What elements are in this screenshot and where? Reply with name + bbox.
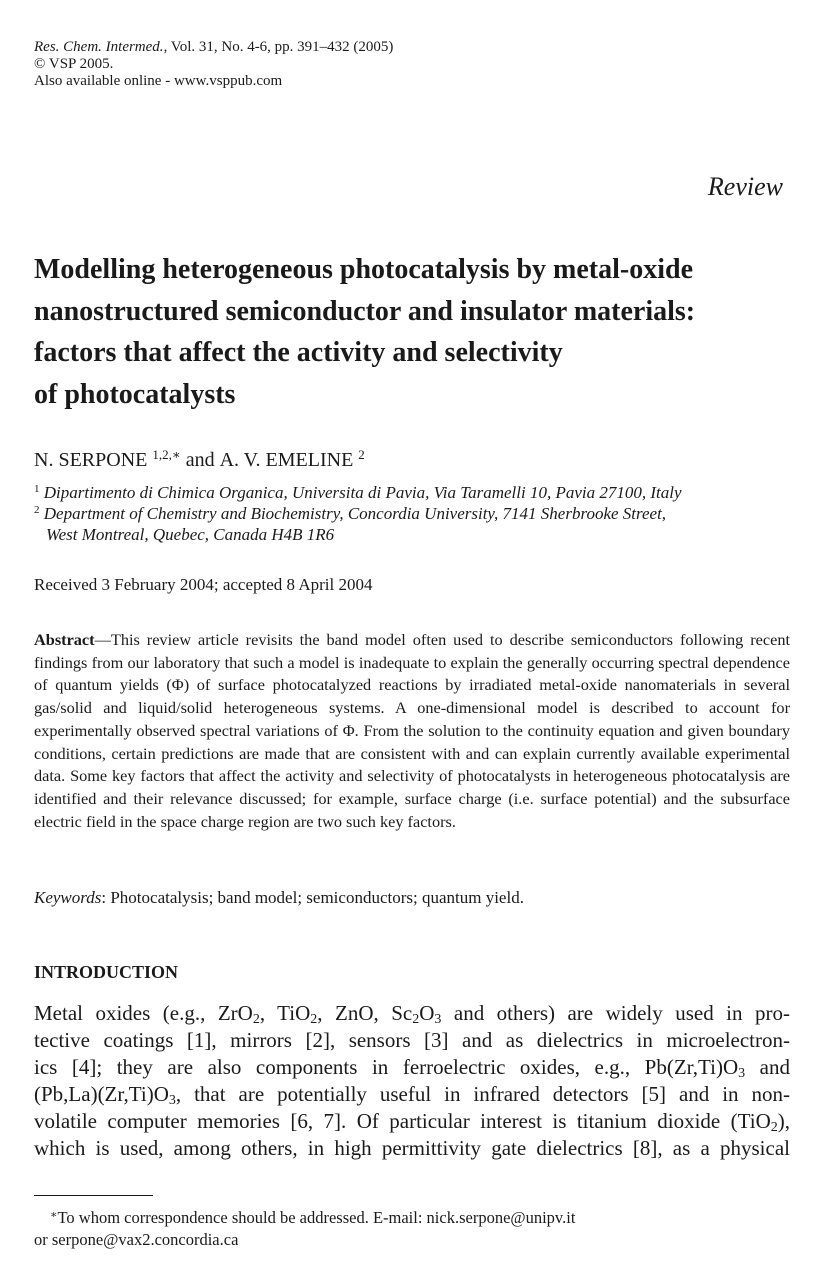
title-line: of photocatalysts (34, 378, 236, 410)
affiliation-2-continued: West Montreal, Quebec, Canada H4B 1R6 (46, 525, 335, 544)
footnote (34, 1207, 575, 1251)
intro-line: tective coatings [1], mirrors [2], sensors [3] and as dielectrics in microelectron- (34, 1028, 790, 1052)
affiliation-mark: 2 (34, 504, 40, 516)
intro-line: volatile computer memories [6, 7]. Of particular interest is titanium dioxide (TiO$_2$), (34, 1109, 790, 1135)
footnote-mark: ∗ (50, 1209, 58, 1221)
keywords (34, 888, 524, 908)
abstract (34, 629, 790, 833)
received-dates: Received 3 February 2004; accepted 8 April 2004 (34, 575, 373, 594)
journal-copyright: © VSP 2005. (34, 56, 114, 72)
article-title (34, 249, 794, 415)
keywords-label: Keywords (34, 888, 102, 907)
journal-name: Res. Chem. Intermed. (34, 39, 164, 55)
journal-online-link[interactable]: Also available online - www.vsppub.com (34, 73, 283, 89)
abstract-text: —This review article revisits the band model often used to describe semiconductors following recent findings from our laboratory that such a model is inadequate to explain the generally occurring spectral dependence of quantum yields (Φ) of surface photocatalyzed reactions by irradiated metal-oxide nanomaterials in several gas/solid and liquid/solid heterogeneous systems. A one-dimensional model is described to account for experimentally observed spectral variations of Φ. From the solution to the continuity equation and given boundary conditions, certain predictions are made that are consistent with and can explain currently available experimental data. Some key factors that affect the activity and selectivity of photocatalysts in heterogeneous photocatalysis are identified and their relevance discussed; for example, surface charge (i.e. surface potential) and the subsurface electric field in the space charge region are two such key factors. (34, 630, 790, 831)
author-name: N. SERPONE (34, 449, 148, 471)
author-affiliation-marks: 1,2,∗ (152, 447, 181, 462)
intro-paragraph (34, 1000, 790, 1162)
affiliation-text: Dipartimento di Chimica Organica, Universita di Pavia, Via Taramelli 10, Pavia 27100, Italy (43, 483, 682, 502)
footnote-line (34, 1207, 575, 1229)
intro-line: ics [4]; they are also components in ferroelectric oxides, e.g., $Pb(Zr,Ti)O_3$ and (34, 1055, 790, 1081)
title-line: Modelling heterogeneous photocatalysis by metal-oxide (34, 254, 694, 285)
journal-header (34, 39, 393, 90)
intro-line: $(Pb,La)(Zr,Ti)O_3$, that are potentially useful in infrared detectors [5] and in non- (34, 1082, 790, 1108)
title-line: nanostructured semiconductor and insulator materials: (34, 295, 696, 327)
affiliation-2 (34, 504, 666, 524)
affiliation-1 (34, 483, 682, 503)
author-list (34, 449, 365, 472)
intro-line: Metal oxides (e.g., ZrO$_2$, TiO$_2$, ZnO, $Sc_2O_3$ and others) are widely used in pro- (34, 1001, 790, 1027)
intro-line: which is used, among others, in high permittivity gate dielectrics [8], as a physical (34, 1136, 790, 1160)
author-affiliation-marks: 2 (358, 447, 365, 462)
abstract-label: Abstract (34, 630, 95, 649)
section-heading: INTRODUCTION (34, 962, 179, 982)
article-type-label: Review (707, 172, 783, 201)
author-conjunction: and (185, 449, 215, 471)
journal-citation (34, 39, 393, 56)
journal-volume: , Vol. 31, No. 4-6, pp. 391–432 (2005) (163, 39, 394, 55)
author-name: A. V. EMELINE (219, 449, 354, 471)
footnote-rule (34, 1195, 153, 1196)
affiliation-mark: 1 (34, 483, 40, 495)
footnote-text: To whom correspondence should be addressed. E-mail: nick.serpone@unipv.it (57, 1208, 576, 1227)
footnote-line: or serpone@vax2.concordia.ca (34, 1230, 239, 1249)
keywords-text: : Photocatalysis; band model; semiconductors; quantum yield. (101, 888, 524, 907)
title-line: factors that affect the activity and selectivity (34, 337, 563, 368)
affiliation-text: Department of Chemistry and Biochemistry, Concordia University, 7141 Sherbrooke Street, (43, 504, 667, 523)
